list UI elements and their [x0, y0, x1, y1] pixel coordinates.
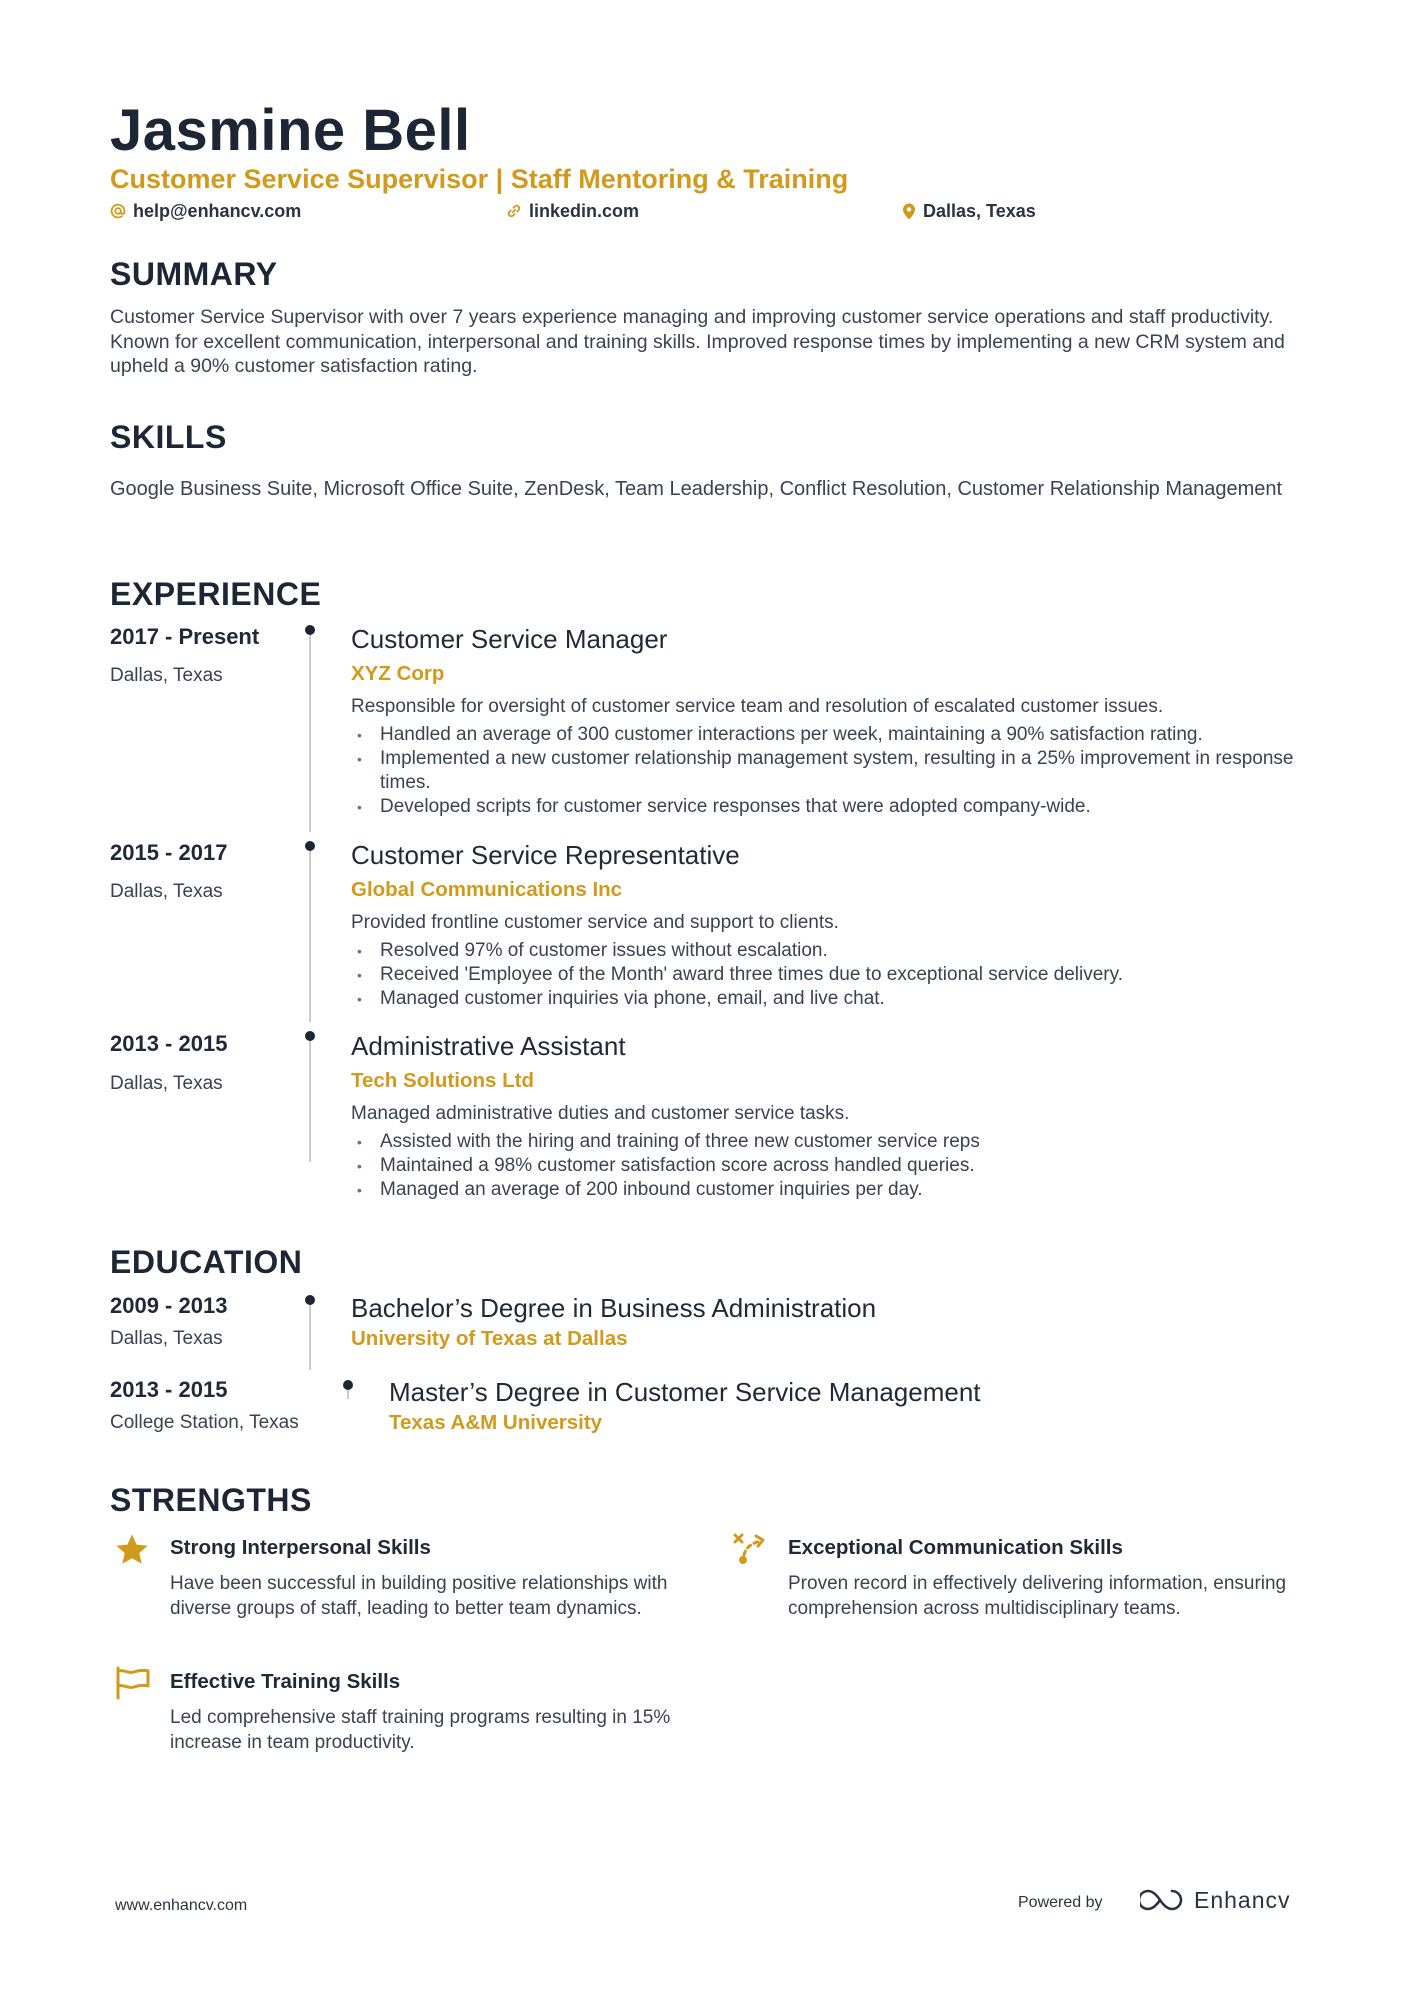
enhancv-logo-icon [1140, 1888, 1184, 1912]
timeline-dot [305, 841, 315, 851]
job-bullets [351, 1130, 1301, 1202]
timeline-line [309, 846, 311, 1022]
edu-school: Texas A&M University [389, 1411, 603, 1434]
location-pin-icon [902, 203, 916, 220]
job-company: Tech Solutions Ltd [351, 1069, 534, 1092]
strength-description: Led comprehensive staff training programs resulting in 15% increase in team productivity. [170, 1707, 671, 1753]
enhancv-brand-text: Enhancv [1194, 1887, 1291, 1913]
enhancv-logo[interactable] [1140, 1886, 1291, 1914]
job-bullet: • Maintained a 98% customer satisfaction score across handled queries. [351, 1154, 1301, 1178]
job-dates: 2015 - 2017 [110, 840, 228, 865]
job-bullet: • Resolved 97% of customer issues without escalation. [351, 939, 1301, 963]
edu-location: Dallas, Texas [110, 1328, 223, 1349]
timeline-dot [305, 1031, 315, 1041]
job-bullet: • Developed scripts for customer service responses that were adopted company-wide. [351, 795, 1301, 819]
job-bullet: • Assisted with the hiring and training of three new customer service reps [351, 1130, 1301, 1154]
education-heading: EDUCATION [110, 1244, 303, 1280]
edu-dates: 2009 - 2013 [110, 1293, 228, 1318]
job-company: Global Communications Inc [351, 878, 623, 901]
job-bullet: • Managed customer inquiries via phone, email, and live chat. [351, 987, 1301, 1011]
experience-heading: EXPERIENCE [110, 576, 322, 612]
strength-title: Exceptional Communication Skills [788, 1536, 1123, 1559]
edu-location: College Station, Texas [110, 1412, 299, 1433]
skills-heading: SKILLS [110, 419, 227, 455]
job-location: Dallas, Texas [110, 665, 223, 686]
job-title: Customer Service Manager [351, 624, 668, 654]
strategy-icon [732, 1532, 768, 1568]
edu-degree: Bachelor’s Degree in Business Administration [351, 1293, 877, 1323]
summary-heading: SUMMARY [110, 256, 278, 292]
footer-powered-by: Powered by [1018, 1894, 1103, 1911]
skills-text: Google Business Suite, Microsoft Office Suite, ZenDesk, Team Leadership, Conflict Resolution, Customer Relationship Management [110, 478, 1283, 500]
job-bullet: • Received 'Employee of the Month' award three times due to exceptional service delivery. [351, 963, 1301, 987]
candidate-name: Jasmine Bell [110, 98, 471, 163]
link-icon [506, 203, 522, 219]
contact-linkedin[interactable] [506, 199, 639, 223]
contact-location-text: Dallas, Texas [923, 201, 1036, 221]
job-description: Managed administrative duties and customer service tasks. [351, 1103, 850, 1124]
candidate-tagline: Customer Service Supervisor | Staff Mentoring & Training [110, 164, 849, 194]
job-dates: 2013 - 2015 [110, 1031, 228, 1056]
job-location: Dallas, Texas [110, 881, 223, 902]
job-bullet: • Managed an average of 200 inbound customer inquiries per day. [351, 1178, 1301, 1202]
timeline-dot [305, 625, 315, 635]
job-description: Responsible for oversight of customer service team and resolution of escalated customer issues. [351, 696, 1164, 717]
timeline-line [309, 630, 311, 832]
strength-title: Effective Training Skills [170, 1670, 401, 1693]
at-icon [110, 203, 126, 219]
job-location: Dallas, Texas [110, 1073, 223, 1094]
edu-degree: Master’s Degree in Customer Service Management [389, 1377, 981, 1407]
timeline-line [309, 1036, 311, 1162]
footer-website-link[interactable]: www.enhancv.com [115, 1897, 248, 1914]
timeline-dot [305, 1295, 315, 1305]
contact-email[interactable] [110, 199, 301, 223]
edu-school: University of Texas at Dallas [351, 1327, 628, 1350]
timeline-line [309, 1300, 311, 1370]
job-description: Provided frontline customer service and support to clients. [351, 912, 839, 933]
edu-dates: 2013 - 2015 [110, 1377, 228, 1402]
job-bullets [351, 939, 1301, 1011]
job-bullet: • Implemented a new customer relationship management system, resulting in a 25% improvement in response times. [351, 747, 1301, 795]
strength-description: Proven record in effectively delivering information, ensuring comprehension across multidisciplinary teams. [788, 1573, 1287, 1619]
flag-icon [114, 1666, 152, 1700]
contact-linkedin-text: linkedin.com [529, 201, 640, 221]
strength-title: Strong Interpersonal Skills [170, 1536, 431, 1559]
timeline-dot [343, 1380, 353, 1390]
contact-email-text: help@enhancv.com [133, 201, 302, 221]
job-dates: 2017 - Present [110, 624, 260, 649]
job-title: Customer Service Representative [351, 840, 740, 870]
summary-text: Customer Service Supervisor with over 7 years experience managing and improving customer service operations and staff productivity. Known for excellent communication, interpersonal and training skills. Improved response times by implementing a new CRM system and upheld a 90% customer satisfaction rating. [110, 306, 1285, 377]
strengths-heading: STRENGTHS [110, 1482, 312, 1518]
contact-location [902, 199, 1036, 223]
job-company: XYZ Corp [351, 662, 445, 685]
strength-description: Have been successful in building positive relationships with diverse groups of staff, leading to better team dynamics. [170, 1573, 668, 1619]
job-title: Administrative Assistant [351, 1031, 626, 1061]
job-bullet: • Handled an average of 300 customer interactions per week, maintaining a 90% satisfaction rating. [351, 723, 1301, 747]
star-icon [114, 1533, 150, 1567]
job-bullets [351, 723, 1301, 819]
